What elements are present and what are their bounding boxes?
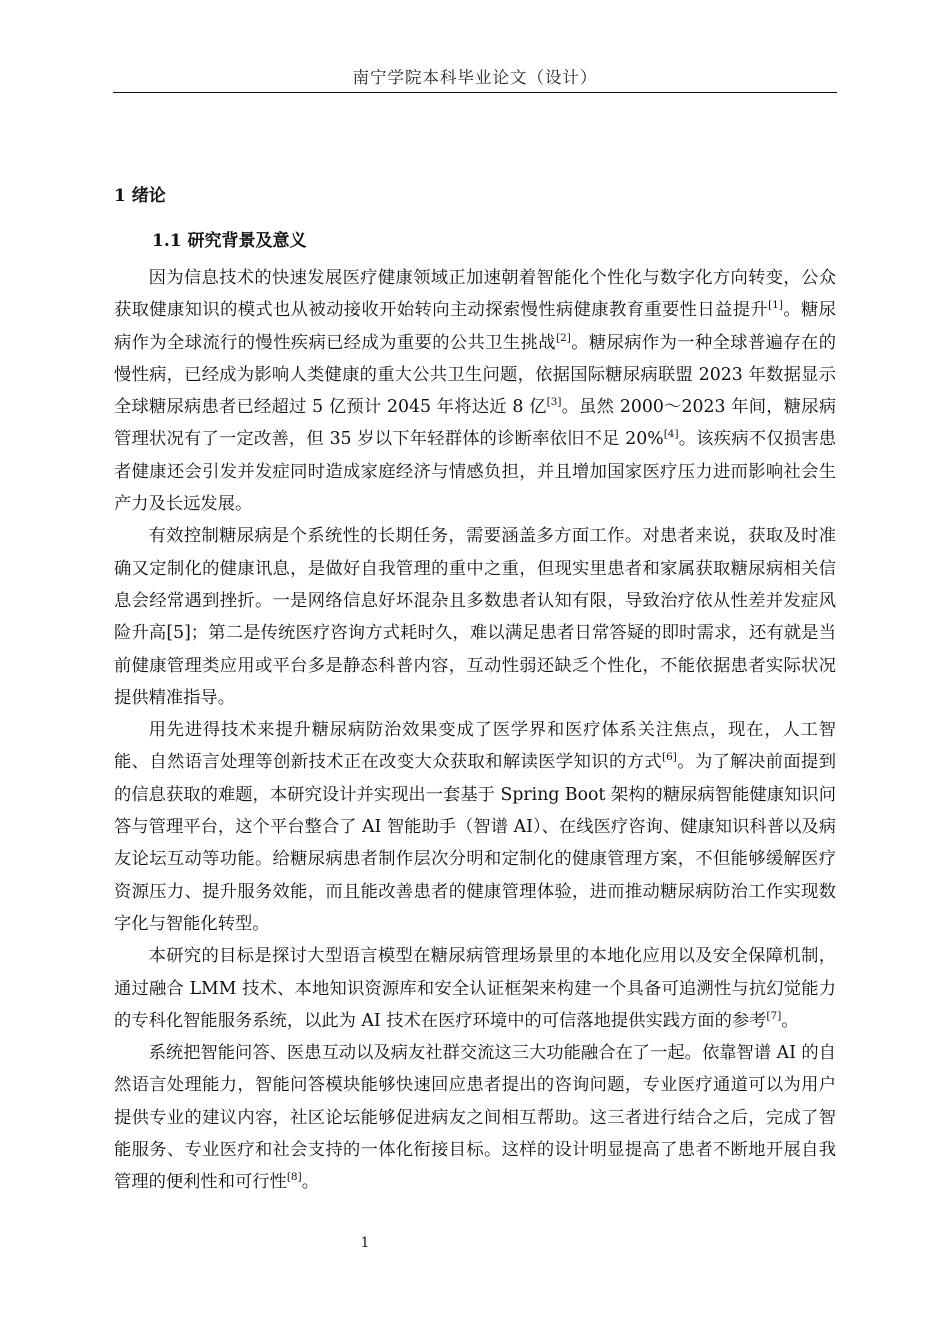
citation-ref: [6]	[662, 751, 677, 764]
citation-ref: [2]	[555, 331, 571, 344]
text-run: 。糖尿病作为一种全球普遍存在的慢性病，已经成为影响人类健康的重大公共卫生问题，依据国际糖尿病联盟 2023 年数据显示全球糖尿病患者已经超过 5 亿预计 2045 年将达近 8 亿	[114, 332, 836, 418]
text-run: 因为信息技术的快速发展医疗健康领域正加速朝着智能化个性化与数字化方向转变，公众获取健康知识的模式也从被动接收开始转向主动探索慢性病健康教育重要性日益提升	[114, 268, 836, 321]
body-paragraph	[114, 714, 836, 940]
text-run: 。该疾病不仅损害患者健康还会引发并发症同时造成家庭经济与情感负担，并且增加国家医疗压力进而影响社会生产力及长远发展。	[114, 429, 836, 515]
text-run: 用先进得技术来提升糖尿病防治效果变成了医学界和医疗体系关注焦点，现在，人工智能、自然语言处理等创新技术正在改变大众获取和解读医学知识的方式	[114, 720, 836, 773]
body-paragraph	[114, 940, 836, 1037]
page-number: 1	[360, 1235, 370, 1251]
text-run: 本研究的目标是探讨大型语言模型在糖尿病管理场景里的本地化应用以及安全保障机制，通过融合 LMM 技术、本地知识资源库和安全认证框架来构建一个具备可追溯性与抗幻觉能力的专科化智能服务系统，以此为 AI 技术在医疗环境中的可信落地提供实践方面的参考	[114, 946, 836, 1031]
citation-ref: [4]	[663, 428, 679, 441]
citation-ref: [1]	[768, 299, 783, 312]
text-run: 系统把智能问答、医患互动以及病友社群交流这三大功能融合在了一起。依靠智谱 AI 的自然语言处理能力，智能问答模块能够快速回应患者提出的咨询问题，专业医疗通道可以为用户提供专业的建议内容，社区论坛能够促进病友之间相互帮助。这三者进行结合之后，完成了智能服务、专业医疗和社会支持的一体化衔接目标。这样的设计明显提高了患者不断地开展自我管理的便利性和可行性	[114, 1043, 836, 1193]
text-run: 有效控制糖尿病是个系统性的长期任务，需要涵盖多方面工作。对患者来说，获取及时准确又定制化的健康讯息，是做好自我管理的重中之重，但现实里患者和家属获取糖尿病相关信息会经常遇到挫折。一是网络信息好坏混杂且多数患者认知有限，导致治疗依从性差并发症风险升高[5]；第二是传统医疗咨询方式耗时久，难以满足患者日常答疑的即时需求，还有就是当前健康管理类应用或平台多是静态科普内容，互动性弱还缺乏个性化，不能依据患者实际状况提供精准指导。	[114, 526, 836, 708]
body-text	[114, 262, 836, 1199]
header-rule	[113, 92, 837, 93]
text-run: 。	[781, 1010, 799, 1031]
citation-ref: [3]	[546, 396, 562, 409]
text-run: 。糖尿病作为全球流行的慢性疾病已经成为重要的公共卫生挑战	[114, 300, 836, 353]
text-run: 。为了解决前面提到的信息获取的难题，本研究设计并实现出一套基于 Spring Boot 架构的糖尿病智能健康知识问答与管理平台，这个平台整合了 AI 智能助手（智谱 AI）、在线医疗咨询、健康知识科普以及病友论坛互动等功能。给糖尿病患者制作层次分明和定制化的健康管理方案，不但能够缓解医疗资源压力、提升服务效能，而且能改善患者的健康管理体验，进而推动糖尿病防治工作实现数字化与智能化转型。	[114, 752, 836, 934]
text-run: 。	[301, 1172, 319, 1193]
body-paragraph	[114, 1037, 836, 1198]
body-paragraph	[114, 262, 836, 520]
citation-ref: [7]	[766, 1009, 782, 1022]
section-heading: 1 绪论	[114, 186, 166, 206]
text-run: 。虽然 2000～2023 年间，糖尿病管理状况有了一定改善，但 35 岁以下年轻群体的诊断率依旧不足 20%	[114, 397, 836, 450]
body-paragraph	[114, 520, 836, 714]
citation-ref: [8]	[286, 1171, 302, 1184]
running-header: 南宁学院本科毕业论文（设计）	[352, 68, 598, 87]
subsection-heading: 1.1 研究背景及意义	[152, 231, 307, 251]
